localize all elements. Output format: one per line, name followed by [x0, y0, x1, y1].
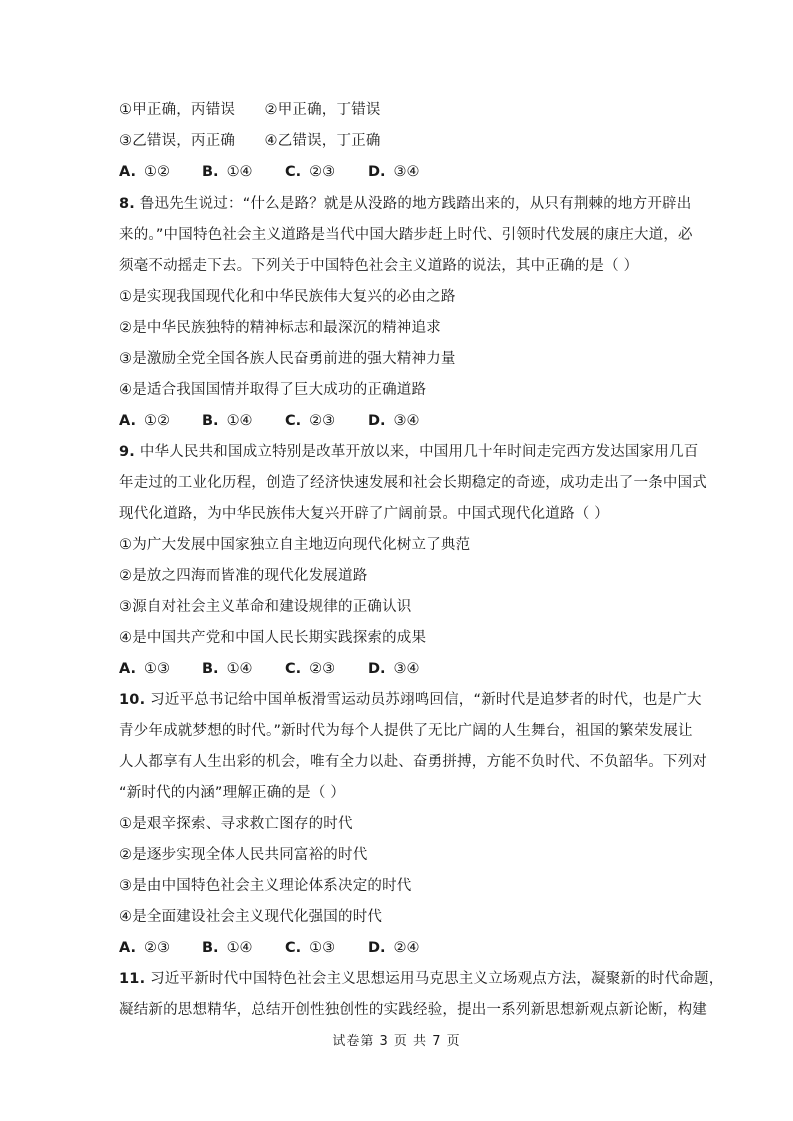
option-b: B. ①④ [202, 413, 253, 429]
option-d: D. ②④ [368, 940, 420, 956]
q9-line-3: 现代化道路，为中华民族伟大复兴开辟了广阔前景。中国式现代化道路（ ） [119, 506, 609, 522]
q9-statement-2: ②是放之四海而皆准的现代化发展道路 [119, 568, 368, 584]
q8-statement-4: ④是适合我国国情并取得了巨大成功的正确道路 [119, 382, 427, 398]
q8-statement-2: ②是中华民族独特的精神标志和最深沉的精神追求 [119, 320, 441, 336]
q11-line-1: 11. 习近平新时代中国特色社会主义思想运用马克思主义立场观点方法，凝聚新的时代命题， [119, 971, 724, 987]
prev-statement-line-2: ③乙错误，丙正确 ④乙错误，丁正确 [119, 133, 381, 149]
q10-statement-3: ③是由中国特色社会主义理论体系决定的时代 [119, 878, 412, 894]
q10-options [119, 938, 451, 958]
option-a: A. ①② [119, 413, 170, 429]
q10-statement-2: ②是逐步实现全体人民共同富裕的时代 [119, 847, 368, 863]
option-a: A. ①② [119, 164, 170, 180]
q11-number: 11. [119, 971, 146, 987]
q9-statement-3: ③源自对社会主义革命和建设规律的正确认识 [119, 599, 412, 615]
option-d: D. ③④ [368, 413, 420, 429]
q9-number: 9. [119, 444, 135, 460]
option-d: D. ③④ [368, 164, 420, 180]
prev-options [119, 162, 451, 182]
option-c: C. ②③ [285, 661, 336, 677]
option-c: C. ②③ [285, 164, 336, 180]
q10-line-4: “新时代的内涵”理解正确的是（ ） [119, 785, 346, 801]
option-b: B. ①④ [202, 940, 253, 956]
q8-options [119, 411, 451, 431]
q11-line-2: 凝结新的思想精华，总结开创性独创性的实践经验，提出一系列新思想新观点新论断，构建 [119, 1002, 707, 1018]
option-b: B. ①④ [202, 164, 253, 180]
q10-statement-4: ④是全面建设社会主义现代化强国的时代 [119, 909, 383, 925]
q8-statement-3: ③是激励全党全国各族人民奋勇前进的强大精神力量 [119, 351, 456, 367]
q10-number: 10. [119, 692, 146, 708]
q10-statement-1: ①是艰辛探索、寻求救亡图存的时代 [119, 816, 353, 832]
q8-statement-1: ①是实现我国现代化和中华民族伟大复兴的必由之路 [119, 289, 456, 305]
option-c: C. ①③ [285, 940, 336, 956]
q8-number: 8. [119, 196, 135, 212]
option-a: A. ②③ [119, 940, 170, 956]
q8-line-3: 须毫不动摇走下去。下列关于中国特色社会主义道路的说法，其中正确的是（ ） [119, 258, 639, 274]
option-c: C. ②③ [285, 413, 336, 429]
prev-statement-line-1: ①甲正确，丙错误 ②甲正确，丁错误 [119, 102, 381, 118]
option-b: B. ①④ [202, 661, 253, 677]
q9-statement-1: ①为广大发展中国家独立自主地迈向现代化树立了典范 [119, 537, 471, 553]
page-footer: 试卷第 3 页 共 7 页 [332, 1034, 461, 1049]
q9-statement-4: ④是中国共产党和中国人民长期实践探索的成果 [119, 630, 427, 646]
q9-options [119, 659, 451, 679]
q9-line-1: 9. 中华人民共和国成立特别是改革开放以来，中国用几十年时间走完西方发达国家用几百 [119, 444, 699, 460]
q9-line-2: 年走过的工业化历程，创造了经济快速发展和社会长期稳定的奇迹，成功走出了一条中国式 [119, 475, 707, 491]
option-a: A. ①③ [119, 661, 170, 677]
option-d: D. ③④ [368, 661, 420, 677]
q10-line-1: 10. 习近平总书记给中国单板滑雪运动员苏翊鸣回信，“新时代是追梦者的时代，也是广大 [119, 692, 702, 708]
q8-line-2: 来的。”中国特色社会主义道路是当代中国大踏步赶上时代、引领时代发展的康庄大道，必 [119, 227, 693, 243]
q10-line-2: 青少年成就梦想的时代。”新时代为每个人提供了无比广阔的人生舞台，祖国的繁荣发展让 [119, 723, 693, 739]
q10-line-3: 人人都享有人生出彩的机会，唯有全力以赴、奋勇拼搏，方能不负时代、不负韶华。下列对 [119, 754, 707, 770]
q8-line-1: 8. 鲁迅先生说过：“什么是路？就是从没路的地方践踏出来的，从只有荆棘的地方开辟出 [119, 196, 692, 212]
